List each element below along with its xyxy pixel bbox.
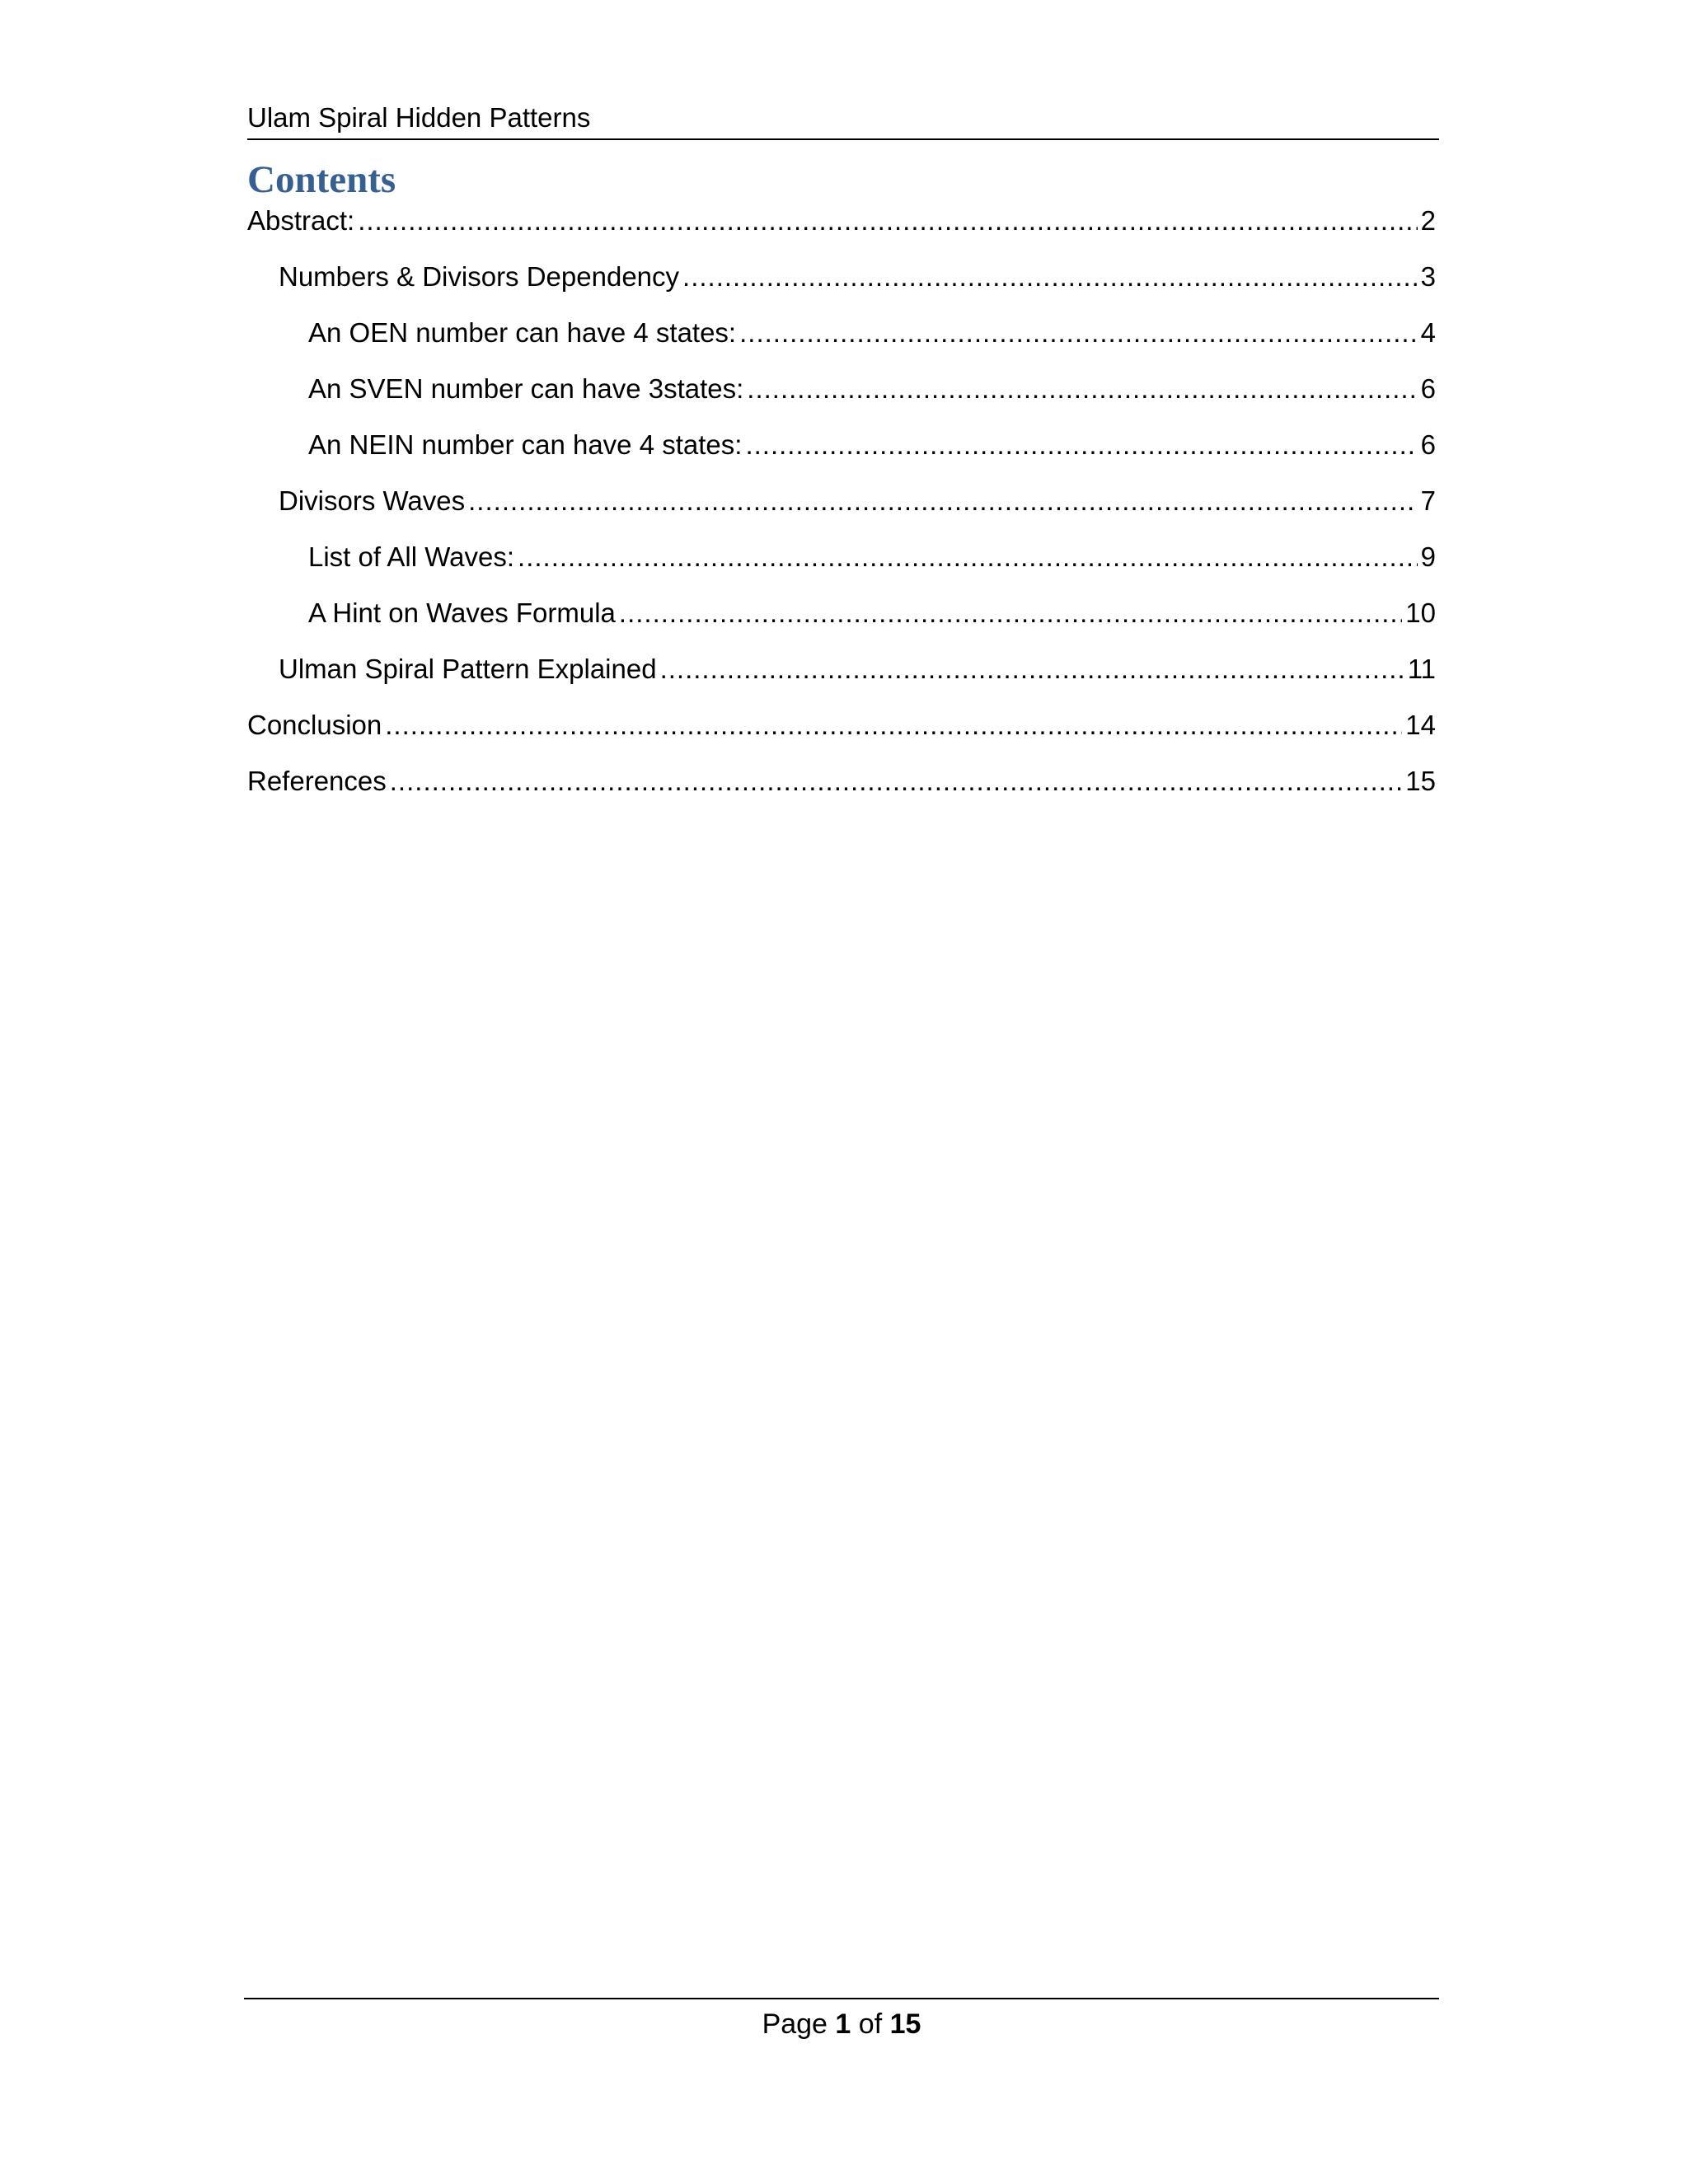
toc-entry-page: 6 xyxy=(1420,429,1436,460)
toc-entry-references[interactable] xyxy=(247,750,1436,806)
toc-entry-page: 3 xyxy=(1420,261,1436,292)
toc-entry-abstract[interactable] xyxy=(247,206,1436,246)
current-page-number: 1 xyxy=(835,2008,851,2040)
toc-entry-list-of-all-waves[interactable] xyxy=(247,526,1436,582)
toc-entry-page: 6 xyxy=(1420,373,1436,404)
toc-entry-page: 11 xyxy=(1407,654,1436,684)
toc-dot-leader xyxy=(358,204,1417,237)
toc-entry-page: 15 xyxy=(1405,766,1436,796)
toc-entry-page: 10 xyxy=(1405,598,1436,628)
toc-dot-leader xyxy=(518,541,1418,574)
toc-entry-divisors-waves[interactable] xyxy=(247,470,1436,526)
toc-entry-label: Conclusion xyxy=(247,710,382,740)
toc-entry-page: 4 xyxy=(1420,317,1436,348)
page-header xyxy=(247,99,1439,140)
toc-entry-label: Abstract: xyxy=(247,205,355,236)
toc-entry-page: 7 xyxy=(1420,485,1436,516)
toc-dot-leader xyxy=(619,597,1402,630)
toc-dot-leader xyxy=(739,316,1418,349)
toc-entry-label: List of All Waves: xyxy=(308,541,515,572)
toc-dot-leader xyxy=(385,709,1402,742)
page-prefix: Page xyxy=(762,2008,828,2040)
of-word: of xyxy=(858,2008,883,2040)
header-title: Ulam Spiral Hidden Patterns xyxy=(247,102,591,133)
page-number xyxy=(244,2008,1439,2041)
toc-entry-label: A Hint on Waves Formula xyxy=(308,598,616,628)
toc-entry-label: Divisors Waves xyxy=(279,485,466,516)
toc-entry-label: An NEIN number can have 4 states: xyxy=(308,429,743,460)
toc-entry-label: Numbers & Divisors Dependency xyxy=(279,261,680,292)
toc-dot-leader xyxy=(390,765,1403,798)
toc-entry-label: An SVEN number can have 3states: xyxy=(308,373,744,404)
toc-dot-leader xyxy=(660,653,1404,686)
toc-entry-label: References xyxy=(247,766,387,796)
toc-entry-sven-states[interactable] xyxy=(247,358,1436,414)
toc-dot-leader xyxy=(747,373,1417,405)
toc-heading: Contents xyxy=(247,158,396,201)
toc-dot-leader xyxy=(682,260,1418,293)
toc-entry-label: Ulman Spiral Pattern Explained xyxy=(279,654,657,684)
total-pages-number: 15 xyxy=(889,2008,921,2040)
page-footer xyxy=(244,1998,1439,2040)
toc-entry-hint-on-waves-formula[interactable] xyxy=(247,582,1436,638)
table-of-contents xyxy=(247,206,1436,806)
toc-entry-oen-states[interactable] xyxy=(247,302,1436,358)
toc-entry-conclusion[interactable] xyxy=(247,694,1436,750)
toc-entry-ulman-spiral-pattern[interactable] xyxy=(247,638,1436,694)
toc-entry-page: 9 xyxy=(1420,541,1436,572)
toc-entry-page: 2 xyxy=(1420,205,1436,236)
toc-entry-nein-states[interactable] xyxy=(247,414,1436,470)
toc-dot-leader xyxy=(745,429,1417,462)
toc-entry-page: 14 xyxy=(1405,710,1436,740)
toc-entry-label: An OEN number can have 4 states: xyxy=(308,317,737,348)
toc-entry-numbers-divisors-dependency[interactable] xyxy=(247,246,1436,302)
toc-dot-leader xyxy=(468,485,1418,518)
